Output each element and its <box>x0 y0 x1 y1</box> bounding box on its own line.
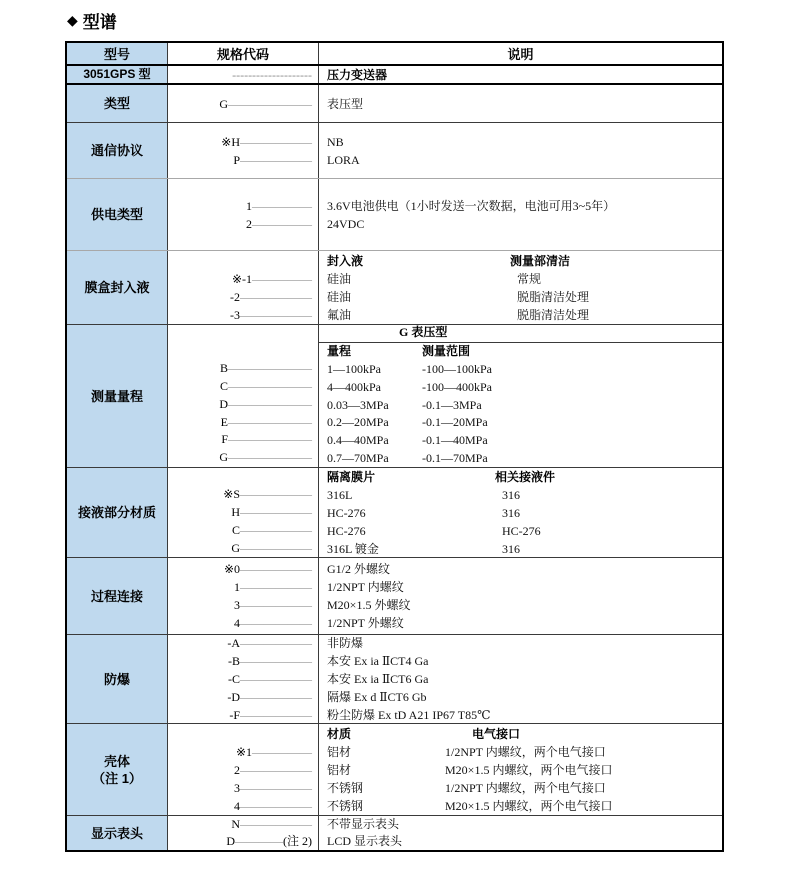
desc-cell-wetted-material <box>319 468 722 557</box>
code-dashes: —————— <box>240 616 312 630</box>
spec-code-line <box>168 578 318 596</box>
description-line <box>327 66 722 83</box>
spec-code-line <box>168 306 318 324</box>
description-line <box>327 306 722 324</box>
desc-cell-range <box>319 325 722 467</box>
description-text: -0.1—3MPa <box>422 397 482 412</box>
description-text: M20×1.5 内螺纹，两个电气接口 <box>445 798 613 813</box>
description-text: -100—100kPa <box>422 361 492 376</box>
code-dashes: ——————— <box>228 379 312 394</box>
column-header-spec-code: 规格代码 <box>168 43 319 64</box>
code-dashes: ——————— <box>228 96 312 111</box>
spec-code-line <box>168 761 318 779</box>
description-subheader: 封入液 <box>327 253 364 268</box>
row-label-housing <box>67 724 168 815</box>
row-label-text: 显示表头 <box>90 825 143 841</box>
spec-code-value: -C <box>228 672 240 686</box>
column-header-description: 说明 <box>507 47 534 62</box>
row-label-type <box>67 85 168 122</box>
description-text: 本安 Ex ia ⅡCT4 Ga <box>327 654 429 668</box>
description-line <box>327 95 722 113</box>
description-text: M20×1.5 外螺纹 <box>327 598 411 612</box>
description-text: 硅油 <box>327 289 352 304</box>
spec-code-line <box>168 833 318 850</box>
description-text: 1/2NPT 内螺纹，两个电气接口 <box>445 780 606 795</box>
code-cell-model <box>168 66 319 83</box>
description-text: 0.7—70MPa <box>327 450 389 465</box>
description-line <box>327 596 722 614</box>
description-text: HC-276 <box>327 505 366 520</box>
description-text: 脱脂清洁处理 <box>517 307 590 322</box>
spec-code-value: ※1 <box>235 744 252 759</box>
spec-code-value: C <box>219 379 228 394</box>
description-line <box>327 652 722 670</box>
row-label-fill-liquid <box>67 251 168 324</box>
spec-code-value: D <box>219 396 228 411</box>
code-cell-protocol <box>168 123 319 178</box>
description-line <box>327 397 722 415</box>
spec-code-line <box>168 343 318 361</box>
spec-code-value: -A <box>227 636 240 650</box>
description-subheader: 测量部清洁 <box>510 253 571 268</box>
description-line <box>327 504 722 522</box>
code-dashes: —————— <box>240 780 312 795</box>
code-dashes: —————— <box>240 487 312 501</box>
spec-code-line <box>168 485 318 503</box>
row-label-text: 防爆 <box>103 671 130 687</box>
description-text: 316 <box>502 541 520 556</box>
row-label-text: 类型 <box>103 96 130 111</box>
description-line <box>327 252 722 270</box>
spec-code-value: C <box>231 523 240 537</box>
section-housing <box>67 723 722 815</box>
spec-code-line <box>168 360 318 378</box>
row-label-text: 过程连接 <box>90 588 143 604</box>
description-line <box>327 797 722 815</box>
row-label-text: 3051GPS 型 <box>83 67 151 81</box>
row-label-model <box>67 66 168 83</box>
code-dashes: —————— <box>240 690 312 704</box>
column-header-model: 型号 <box>67 43 168 64</box>
spec-code-value: F <box>221 432 228 447</box>
description-text: -0.1—20MPa <box>422 415 488 430</box>
section-range <box>67 324 722 467</box>
description-text: LORA <box>327 152 360 167</box>
spec-code-value: -2 <box>230 289 240 304</box>
description-text: -0.1—70MPa <box>422 450 488 465</box>
spec-code-value: 4 <box>234 798 240 813</box>
description-text: -0.1—40MPa <box>422 433 488 448</box>
description-line <box>327 486 722 504</box>
code-dashes: —————— <box>240 134 312 149</box>
spec-code-value: G <box>231 541 240 555</box>
description-line <box>327 833 722 850</box>
code-cell-type <box>168 85 319 122</box>
row-label-text: 壳体 <box>103 753 130 769</box>
page-title <box>67 8 117 33</box>
code-dashes: -------------------- <box>232 67 312 82</box>
spec-code-line <box>168 449 318 467</box>
description-text: 316 <box>502 505 520 520</box>
spec-code-value: -B <box>228 654 240 668</box>
section-protocol <box>67 122 722 178</box>
description-line <box>327 522 722 540</box>
spec-code-line <box>168 725 318 743</box>
spec-code-value: G <box>219 450 228 465</box>
description-text: 表压型 <box>327 96 364 111</box>
spec-code-line <box>168 706 318 723</box>
description-line <box>327 725 722 743</box>
spec-code-line <box>168 95 318 113</box>
description-line <box>327 560 722 578</box>
code-dashes: ——————— <box>228 432 312 447</box>
code-dashes: ————— <box>252 744 312 759</box>
description-text: 脱脂清洁处理 <box>517 289 590 304</box>
description-line <box>327 540 722 558</box>
code-cell-housing <box>168 724 319 815</box>
description-line <box>327 635 722 652</box>
desc-cell-fill-liquid <box>319 251 722 324</box>
code-dashes: ——————— <box>228 361 312 376</box>
code-cell-power <box>168 179 319 250</box>
spec-code-value: 2 <box>246 216 252 231</box>
description-line <box>327 414 722 432</box>
code-dashes: —————— <box>240 152 312 167</box>
spec-code-value: P <box>233 152 240 167</box>
spec-code-value: ※-1 <box>231 271 252 286</box>
section-power <box>67 178 722 250</box>
code-cell-explosion-proof <box>168 635 319 723</box>
description-text: 不锈钢 <box>327 798 364 813</box>
spec-code-line <box>168 797 318 815</box>
description-text: 0.03—3MPa <box>327 397 389 412</box>
row-label-process-connection <box>67 558 168 634</box>
spec-code-line <box>168 816 318 833</box>
description-line <box>327 379 722 397</box>
description-text: 铝材 <box>327 762 352 777</box>
spec-code-line <box>168 652 318 670</box>
description-line <box>327 578 722 596</box>
description-line <box>327 468 722 486</box>
code-dashes: —————— <box>240 562 312 576</box>
spec-code-value: N <box>231 817 240 831</box>
description-text: LCD 显示表头 <box>327 834 403 848</box>
section-wetted-material <box>67 467 722 557</box>
spec-code-line <box>168 197 318 215</box>
description-text: 1—100kPa <box>327 361 381 376</box>
desc-cell-housing <box>319 724 722 815</box>
code-dashes: ——————— <box>228 396 312 411</box>
code-dashes: —————— <box>240 708 312 722</box>
description-text: 氟油 <box>327 307 352 322</box>
row-label-range <box>67 325 168 467</box>
code-dashes: ————— <box>252 216 312 231</box>
description-line <box>327 215 722 233</box>
description-text: -100—400kPa <box>422 379 492 394</box>
row-label-text: 膜盒封入液 <box>84 280 150 295</box>
row-label-text: 接液部分材质 <box>77 505 156 520</box>
code-cell-wetted-material <box>168 468 319 557</box>
description-text: 1/2NPT 内螺纹，两个电气接口 <box>445 744 606 759</box>
description-text: M20×1.5 内螺纹，两个电气接口 <box>445 762 613 777</box>
description-text: 316L <box>327 487 353 502</box>
row-label-text: 测量量程 <box>90 388 143 404</box>
spec-code-value: 3 <box>234 780 240 795</box>
description-text: 316 <box>502 487 520 502</box>
spec-code-line <box>168 743 318 761</box>
description-subheader: G 表压型 <box>319 325 722 343</box>
spec-code-value: -3 <box>230 307 240 322</box>
spec-code-line <box>168 66 318 83</box>
section-explosion-proof <box>67 634 722 723</box>
desc-cell-process-connection <box>319 558 722 634</box>
spec-code-value: -F <box>229 708 240 722</box>
description-text: 24VDC <box>327 216 365 231</box>
spec-code-line <box>168 560 318 578</box>
table-body <box>67 66 722 850</box>
description-line <box>327 743 722 761</box>
code-dashes: —————— <box>240 541 312 555</box>
description-subheader: 量程 <box>327 344 352 359</box>
spec-code-value: 1 <box>234 580 240 594</box>
code-cell-process-connection <box>168 558 319 634</box>
description-line <box>327 816 722 833</box>
section-fill-liquid <box>67 250 722 324</box>
spec-code-line <box>168 688 318 706</box>
row-label-text: 通信协议 <box>90 143 143 158</box>
desc-cell-protocol <box>319 123 722 178</box>
desc-cell-explosion-proof <box>319 635 722 723</box>
spec-code-line <box>168 670 318 688</box>
description-text: 1/2NPT 外螺纹 <box>327 616 404 630</box>
spec-code-line <box>168 614 318 632</box>
description-line <box>327 688 722 706</box>
code-dashes: ———— <box>235 834 283 848</box>
description-line <box>327 197 722 215</box>
diamond-icon: ◆ <box>67 12 78 28</box>
spec-code-line <box>168 396 318 414</box>
description-text: 316L 镀金 <box>327 541 379 556</box>
spec-code-line <box>168 378 318 396</box>
table-header-row <box>67 43 722 66</box>
description-text: NB <box>327 134 344 149</box>
spec-code-line <box>168 414 318 432</box>
description-line <box>327 779 722 797</box>
code-cell-display-head <box>168 816 319 850</box>
description-text: HC-276 <box>502 523 541 538</box>
code-dashes: —————— <box>240 523 312 537</box>
code-dashes: ——————— <box>228 450 312 465</box>
desc-cell-display-head <box>319 816 722 850</box>
spec-code-value: 4 <box>234 616 240 630</box>
code-dashes: —————— <box>240 636 312 650</box>
description-text: 铝材 <box>327 744 352 759</box>
description-text: 0.4—40MPa <box>327 433 389 448</box>
description-line <box>327 450 722 467</box>
code-dashes: —————— <box>240 672 312 686</box>
description-text: HC-276 <box>327 523 366 538</box>
spec-code-value: 1 <box>246 198 252 213</box>
description-text: 非防爆 <box>327 636 364 650</box>
code-dashes: —————— <box>240 289 312 304</box>
description-subheader: 相关接液件 <box>495 469 556 484</box>
page-title-text: 型谱 <box>82 13 117 32</box>
spec-code-line <box>168 468 318 485</box>
description-line <box>327 761 722 779</box>
code-dashes: —————— <box>240 798 312 813</box>
code-dashes: —————— <box>240 817 312 831</box>
description-subheader: 电气接口 <box>472 726 521 741</box>
spec-code-line <box>168 431 318 449</box>
code-dashes: —————— <box>240 762 312 777</box>
spec-code-line <box>168 270 318 288</box>
spec-code-line <box>168 779 318 797</box>
section-display-head <box>67 815 722 850</box>
spec-code-value: 3 <box>234 598 240 612</box>
spec-code-value: G <box>219 96 228 111</box>
description-text: 隔爆 Ex d ⅡCT6 Gb <box>327 690 427 704</box>
spec-code-value: ※0 <box>223 562 240 576</box>
description-subheader: 隔离膜片 <box>327 469 376 484</box>
spec-code-line <box>168 325 318 343</box>
spec-code-note: (注 2) <box>283 834 312 848</box>
row-label-power <box>67 179 168 250</box>
spec-code-value: 2 <box>234 762 240 777</box>
spec-code-line <box>168 503 318 521</box>
row-label-note: （注 1） <box>92 770 142 786</box>
spec-code-line <box>168 151 318 169</box>
code-dashes: ——————— <box>228 414 312 429</box>
spec-code-value: H <box>231 505 240 519</box>
description-line <box>327 361 722 379</box>
spec-code-value: D <box>226 834 235 848</box>
description-line <box>327 670 722 688</box>
code-dashes: —————— <box>240 505 312 519</box>
section-process-connection <box>67 557 722 634</box>
spec-code-line <box>168 215 318 233</box>
description-text: G1/2 外螺纹 <box>327 562 391 576</box>
description-subheader: 测量范围 <box>422 344 471 359</box>
spec-code-line <box>168 539 318 557</box>
description-text: 常规 <box>517 271 542 286</box>
spec-code-value: E <box>220 414 228 429</box>
code-cell-range <box>168 325 319 467</box>
spec-code-line <box>168 288 318 306</box>
model-spectrum-table <box>65 41 724 852</box>
description-text: 3.6V电池供电（1小时发送一次数据，电池可用3~5年） <box>327 198 616 213</box>
description-line <box>327 706 722 723</box>
spec-code-line <box>168 133 318 151</box>
spec-code-value: ※S <box>223 487 240 501</box>
description-text: 不带显示表头 <box>327 817 400 831</box>
code-cell-fill-liquid <box>168 251 319 324</box>
description-text: 4—400kPa <box>327 379 381 394</box>
description-line <box>327 288 722 306</box>
spec-code-line <box>168 596 318 614</box>
description-subheader: 压力变送器 <box>327 67 388 82</box>
desc-cell-power <box>319 179 722 250</box>
description-text: 0.2—20MPa <box>327 415 389 430</box>
code-dashes: —————— <box>240 580 312 594</box>
row-label-text: 供电类型 <box>90 207 143 222</box>
row-label-display-head <box>67 816 168 850</box>
row-label-wetted-material <box>67 468 168 557</box>
code-dashes: —————— <box>240 598 312 612</box>
spec-code-line <box>168 635 318 652</box>
description-line <box>327 133 722 151</box>
description-line <box>327 432 722 450</box>
spec-code-line <box>168 521 318 539</box>
code-dashes: ————— <box>252 198 312 213</box>
description-subheader: 材质 <box>327 726 352 741</box>
code-dashes: —————— <box>240 654 312 668</box>
spec-code-value: B <box>219 361 228 376</box>
code-dashes: ————— <box>252 271 312 286</box>
spec-code-value: ※H <box>221 134 240 149</box>
description-line <box>327 614 722 632</box>
code-dashes: —————— <box>240 307 312 322</box>
desc-cell-model <box>319 66 722 83</box>
row-label-protocol <box>67 123 168 178</box>
description-line <box>327 270 722 288</box>
desc-cell-type <box>319 85 722 122</box>
spec-code-value: -D <box>227 690 240 704</box>
description-line <box>327 343 722 361</box>
description-text: 粉尘防爆 Ex tD A21 IP67 T85℃ <box>327 708 491 722</box>
spec-code-line <box>168 252 318 270</box>
description-line <box>327 151 722 169</box>
description-text: 硅油 <box>327 271 352 286</box>
description-text: 本安 Ex ia ⅡCT6 Ga <box>327 672 429 686</box>
row-label-explosion-proof <box>67 635 168 723</box>
description-text: 1/2NPT 内螺纹 <box>327 580 404 594</box>
description-text: 不锈钢 <box>327 780 364 795</box>
section-model <box>67 66 722 85</box>
section-type <box>67 85 722 122</box>
